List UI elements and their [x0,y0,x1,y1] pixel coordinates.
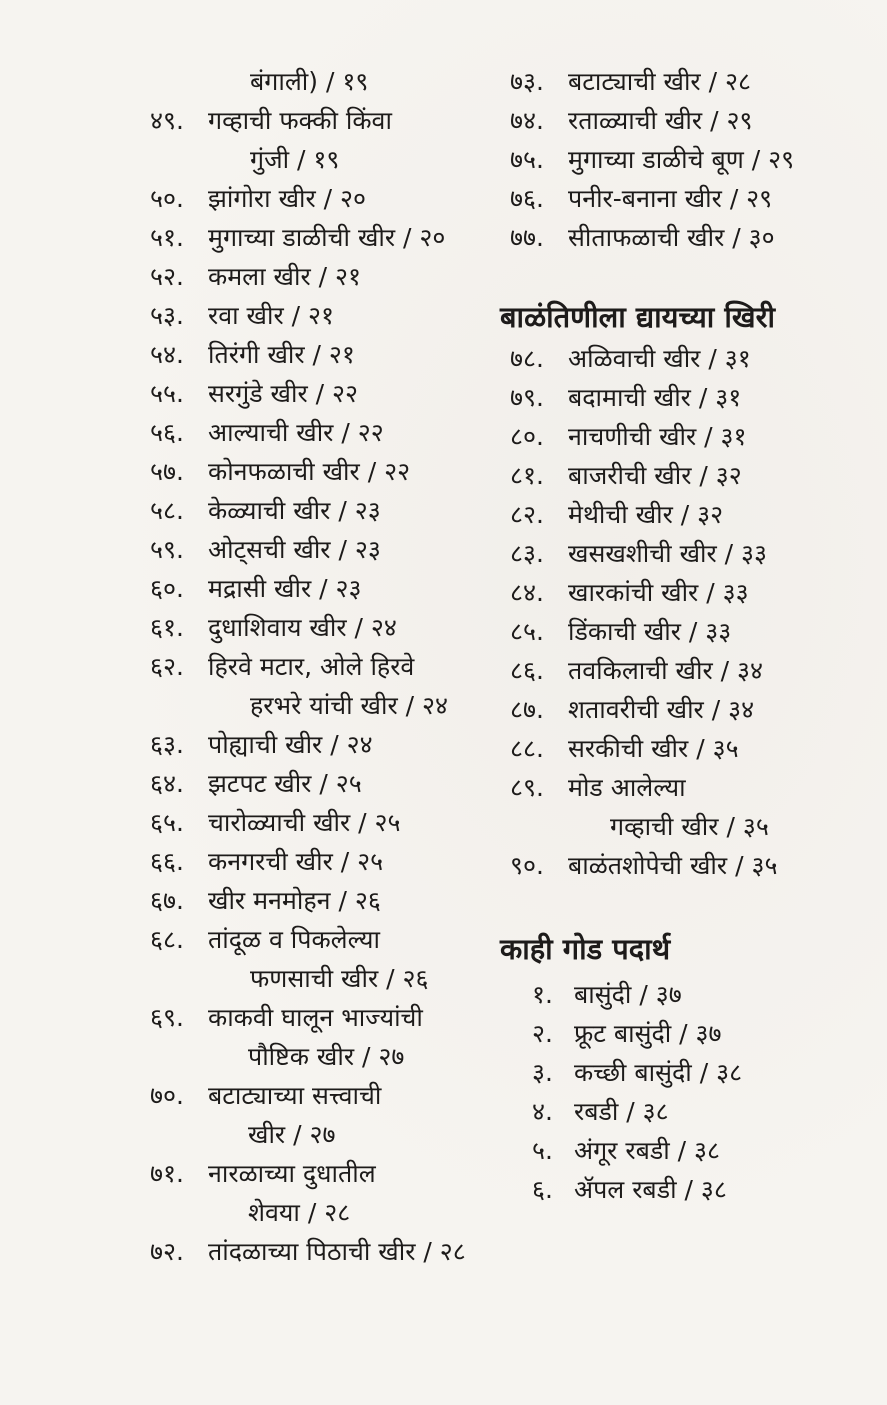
entry-number: ६८. [150,925,184,954]
toc-entry [150,1154,495,1193]
toc-entry [510,456,870,495]
entry-title: फ्रूट बासुंदी / ३७ [574,1019,722,1048]
entry-title: रताळ्याची खीर / २९ [568,106,753,135]
toc-entry [150,842,495,881]
entry-number: ८९. [510,773,544,802]
entry-number: ५९. [150,535,184,564]
entry-number: ५३. [150,301,184,330]
entry-title: बदामाची खीर / ३१ [568,383,742,412]
entry-title: मुगाच्या डाळीचे बूण / २९ [568,145,795,174]
toc-entry [150,101,495,140]
toc-entry [150,1076,495,1115]
entry-title: तिरंगी खीर / २१ [208,340,355,369]
entry-number: ६१. [150,613,184,642]
entry-title: अळिवाची खीर / ३१ [568,344,751,373]
toc-entry [510,1170,870,1209]
entry-title: कनगरची खीर / २५ [208,847,384,876]
entry-number: ६०. [150,574,184,603]
entry-number: ६९. [150,1003,184,1032]
toc-entry [510,495,870,534]
toc-entry [150,335,495,374]
entry-number: ५. [532,1136,553,1165]
entry-number: ८७. [510,695,544,724]
entry-title: खसखशीची खीर / ३३ [568,539,768,568]
entry-number: ८२. [510,500,544,529]
entry-title: बटाट्याच्या सत्त्वाची [208,1081,382,1110]
entry-title: काकवी घालून भाज्यांची [208,1003,423,1032]
entry-number: ५२. [150,262,184,291]
toc-entry-continuation: पौष्टिक खीर / २७ [248,1042,405,1071]
toc-entry-continuation: फणसाची खीर / २६ [250,964,429,993]
entry-number: २. [532,1019,553,1048]
section-heading: काही गोड पदार्थ [500,932,671,966]
toc-entry-continuation: शेवया / २८ [248,1198,351,1227]
entry-title: सीताफळाची खीर / ३० [568,223,775,252]
entry-number: ५४. [150,340,184,369]
toc-entry [150,491,495,530]
toc-entry [150,920,495,959]
toc-entry [510,573,870,612]
toc-entry [150,452,495,491]
toc-entry-continuation: खीर / २७ [248,1120,336,1149]
entry-number: ७३. [510,67,544,96]
toc-entry [510,218,870,257]
toc-entry [510,1014,870,1053]
entry-title: झांगोरा खीर / २० [208,184,367,213]
entry-number: ५०. [150,184,184,213]
entry-number: ६. [532,1175,553,1204]
entry-number: ८५. [510,617,544,646]
entry-number: ५१. [150,223,184,252]
toc-entry-continuation: बंगाली) / १९ [250,67,369,96]
entry-title: पोह्याची खीर / २४ [208,730,373,759]
entry-title: कच्छी बासुंदी / ३८ [574,1058,743,1087]
toc-entry [150,179,495,218]
toc-entry [150,608,495,647]
toc-entry [150,218,495,257]
entry-title: बाजरीची खीर / ३२ [568,461,742,490]
toc-entry [510,101,870,140]
entry-title: अंगूर रबडी / ३८ [574,1136,721,1165]
entry-number: ७६. [510,184,544,213]
entry-number: ५६. [150,418,184,447]
toc-entry-continuation: गुंजी / १९ [250,145,340,174]
toc-entry-continuation: हरभरे यांची खीर / २४ [250,691,448,720]
entry-title: नाचणीची खीर / ३१ [568,422,747,451]
entry-title: सरगुंडे खीर / २२ [208,379,358,408]
toc-entry [150,881,495,920]
entry-title: तांदळाच्या पिठाची खीर / २८ [208,1237,466,1266]
entry-title: नारळाच्या दुधातील [208,1159,376,1188]
toc-entry-continuation: गव्हाची खीर / ३५ [610,812,769,841]
entry-number: ६४. [150,769,184,798]
toc-entry [510,378,870,417]
entry-title: डिंकाची खीर / ३३ [568,617,732,646]
entry-number: ७८. [510,344,544,373]
entry-number: ६७. [150,886,184,915]
toc-entry [510,534,870,573]
toc-entry [150,725,495,764]
entry-number: ७१. [150,1159,184,1188]
entry-title: खारकांची खीर / ३३ [568,578,749,607]
entry-number: ७०. [150,1081,184,1110]
entry-title: बासुंदी / ३७ [574,980,682,1009]
entry-number: ८३. [510,539,544,568]
entry-title: चारोळ्याची खीर / २५ [208,808,401,837]
entry-title: केळ्याची खीर / २३ [208,496,381,525]
toc-entry [510,651,870,690]
entry-title: सरकीची खीर / ३५ [568,734,739,763]
entry-number: ७४. [510,106,544,135]
entry-number: ४९. [150,106,184,135]
entry-number: ९०. [510,851,544,880]
entry-title: पनीर-बनाना खीर / २९ [568,184,773,213]
toc-entry [510,729,870,768]
toc-entry [510,140,870,179]
toc-entry [150,1232,495,1271]
toc-entry [510,690,870,729]
entry-title: कोनफळाची खीर / २२ [208,457,411,486]
toc-entry [150,374,495,413]
toc-entry [510,1053,870,1092]
toc-entry [510,612,870,651]
entry-number: ७७. [510,223,544,252]
entry-number: ५७. [150,457,184,486]
toc-entry [510,339,870,378]
entry-number: ६६. [150,847,184,876]
entry-number: ६५. [150,808,184,837]
entry-title: तांदूळ व पिकलेल्या [208,925,381,954]
entry-title: मोड आलेल्या [568,773,686,802]
toc-entry [510,417,870,456]
toc-entry [150,803,495,842]
entry-title: हिरवे मटार, ओले हिरवे [208,652,415,681]
entry-title: खीर मनमोहन / २६ [208,886,381,915]
right-column [500,62,870,1209]
entry-title: रवा खीर / २१ [208,301,335,330]
toc-entry [510,179,870,218]
section-heading: बाळंतिणीला द्यायच्या खिरी [500,300,776,334]
toc-entry [150,764,495,803]
entry-title: मुगाच्या डाळीची खीर / २० [208,223,446,252]
entry-title: झटपट खीर / २५ [208,769,362,798]
entry-title: मेथीची खीर / ३२ [568,500,724,529]
entry-title: रबडी / ३८ [574,1097,669,1126]
entry-number: ७९. [510,383,544,412]
entry-title: मद्रासी खीर / २३ [208,574,362,603]
entry-number: ७५. [510,145,544,174]
left-column [150,62,495,1271]
toc-entry [510,768,870,807]
toc-entry [150,296,495,335]
entry-title: ओट्सची खीर / २३ [208,535,381,564]
entry-number: ८१. [510,461,544,490]
entry-title: ॲपल रबडी / ३८ [574,1175,727,1204]
entry-number: ४. [532,1097,553,1126]
toc-entry [510,846,870,885]
toc-entry [150,257,495,296]
entry-title: बाळंतशोपेची खीर / ३५ [568,851,778,880]
entry-number: ८४. [510,578,544,607]
entry-title: शतावरीची खीर / ३४ [568,695,755,724]
entry-title: आल्याची खीर / २२ [208,418,384,447]
toc-entry [150,530,495,569]
entry-number: ८६. [510,656,544,685]
entry-number: ३. [532,1058,553,1087]
toc-entry [510,1092,870,1131]
toc-entry [510,975,870,1014]
toc-entry [150,569,495,608]
entry-title: गव्हाची फक्की किंवा [208,106,392,135]
entry-number: ८०. [510,422,544,451]
entry-title: बटाट्याची खीर / २८ [568,67,751,96]
entry-number: ६३. [150,730,184,759]
entry-title: तवकिलाची खीर / ३४ [568,656,764,685]
toc-entry [150,413,495,452]
toc-entry [510,62,870,101]
entry-number: ५५. [150,379,184,408]
entry-title: दुधाशिवाय खीर / २४ [208,613,397,642]
entry-number: १. [532,980,553,1009]
entry-title: कमला खीर / २१ [208,262,361,291]
toc-entry [150,998,495,1037]
entry-number: ५८. [150,496,184,525]
entry-number: ७२. [150,1237,184,1266]
entry-number: ८८. [510,734,544,763]
toc-entry [150,647,495,686]
entry-number: ६२. [150,652,184,681]
toc-entry [510,1131,870,1170]
